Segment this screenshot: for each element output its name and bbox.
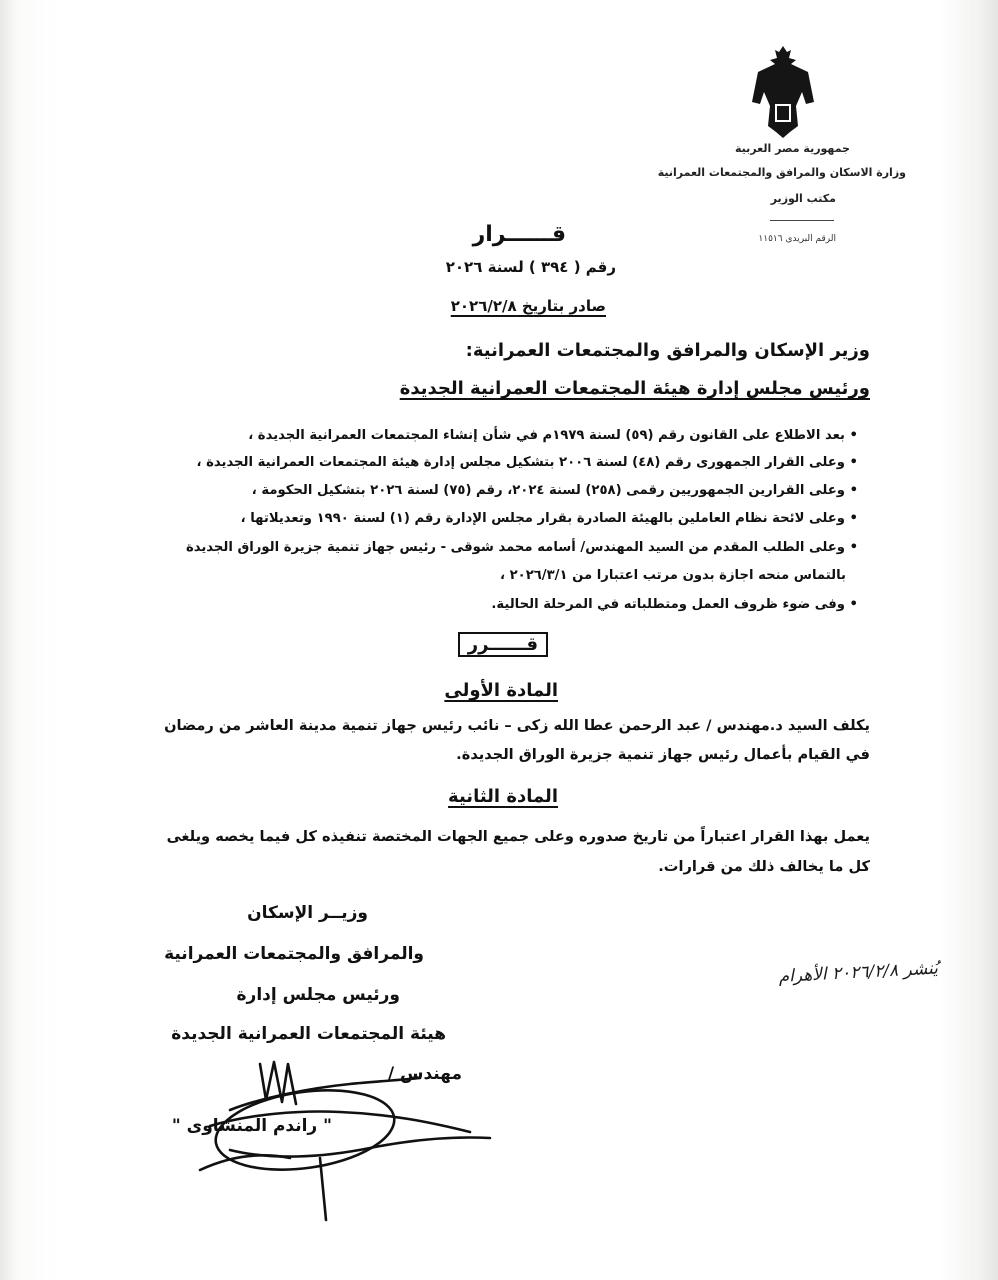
article-1-heading: المادة الأولى <box>444 680 558 701</box>
preamble-item: • وعلى القرارين الجمهوريين رقمى (٢٥٨) لسنة ٢٠٢٤، رقم (٧٥) لسنة ٢٠٢٦ بتشكيل الحكومة ، <box>251 483 858 498</box>
header-divider <box>770 220 834 221</box>
eagle-emblem-icon <box>748 42 818 142</box>
issuer-line-2: ورئيس مجلس إدارة هيئة المجتمعات العمرانية الجديدة <box>399 378 870 399</box>
article-2-line-2: كل ما يخالف ذلك من قرارات. <box>658 858 870 875</box>
header-republic: جمهورية مصر العربية <box>735 142 850 155</box>
signature-line-5: مهندس / <box>387 1064 462 1084</box>
signatory-name: " راندم المنشاوى " <box>171 1116 332 1136</box>
preamble-item: • وعلى القرار الجمهورى رقم (٤٨) لسنة ٢٠٠٦ بتشكيل مجلس إدارة هيئة المجتمعات العمرانية الجديدة ، <box>196 455 858 470</box>
handwritten-signature <box>170 1040 530 1230</box>
article-1-line-1: يكلف السيد د.مهندس / عبد الرحمن عطا الله زكى – نائب رئيس جهاز تنمية مدينة العاشر من رمضان <box>164 717 870 734</box>
preamble-item: • وفى ضوء ظروف العمل ومتطلباته في المرحلة الحالية. <box>491 597 858 612</box>
article-2-line-1: يعمل بهذا القرار اعتباراً من تاريخ صدوره وعلى جميع الجهات المختصة تنفيذه كل فيما يخصه ويلغى <box>166 828 870 845</box>
signature-line-1: وزيــر الإسكان <box>247 903 368 923</box>
decree-date: صادر بتاريخ ٢٠٢٦/٢/٨ <box>450 297 606 315</box>
article-1-line-2: في القيام بأعمال رئيس جهاز تنمية جزيرة الوراق الجديدة. <box>456 746 870 763</box>
article-2-heading: المادة الثانية <box>448 786 558 807</box>
decree-title: قــــــرار <box>472 222 566 247</box>
header-office: مكتب الوزير <box>770 192 836 205</box>
preamble-item: • بعد الاطلاع على القانون رقم (٥٩) لسنة ١٩٧٩م في شأن إنشاء المجتمعات العمرانية الجديدة ، <box>248 428 858 443</box>
header-ministry: وزارة الاسكان والمرافق والمجتمعات العمرانية <box>657 166 906 179</box>
signature-line-3: ورئيس مجلس إدارة <box>236 985 400 1005</box>
decree-number: رقم ( ٣٩٤ ) لسنة ٢٠٢٦ <box>445 258 616 276</box>
header-postal-code: الرقم البريدى ١١٥١٦ <box>758 234 836 244</box>
decides-heading: قــــــرر <box>458 632 548 657</box>
issuer-line-1: وزير الإسكان والمرافق والمجتمعات العمرانية: <box>465 340 870 361</box>
preamble-item: بالتماس منحه اجازة بدون مرتب اعتبارا من ٢٠٢٦/٣/١ ، <box>499 568 846 583</box>
preamble-item: • وعلى الطلب المقدم من السيد المهندس/ أسامه محمد شوقى - رئيس جهاز تنمية جزيرة الوراق الجديدة <box>185 540 858 555</box>
preamble-item: • وعلى لائحة نظام العاملين بالهيئة الصادرة بقرار مجلس الإدارة رقم (١) لسنة ١٩٩٠ وتعديلاتها ، <box>240 511 858 526</box>
signature-line-4: هيئة المجتمعات العمرانية الجديدة <box>171 1024 446 1044</box>
handwritten-note: يُنشر ٢٠٢٦/٢/٨ الأهرام <box>778 958 939 987</box>
signature-line-2: والمرافق والمجتمعات العمرانية <box>164 944 424 964</box>
